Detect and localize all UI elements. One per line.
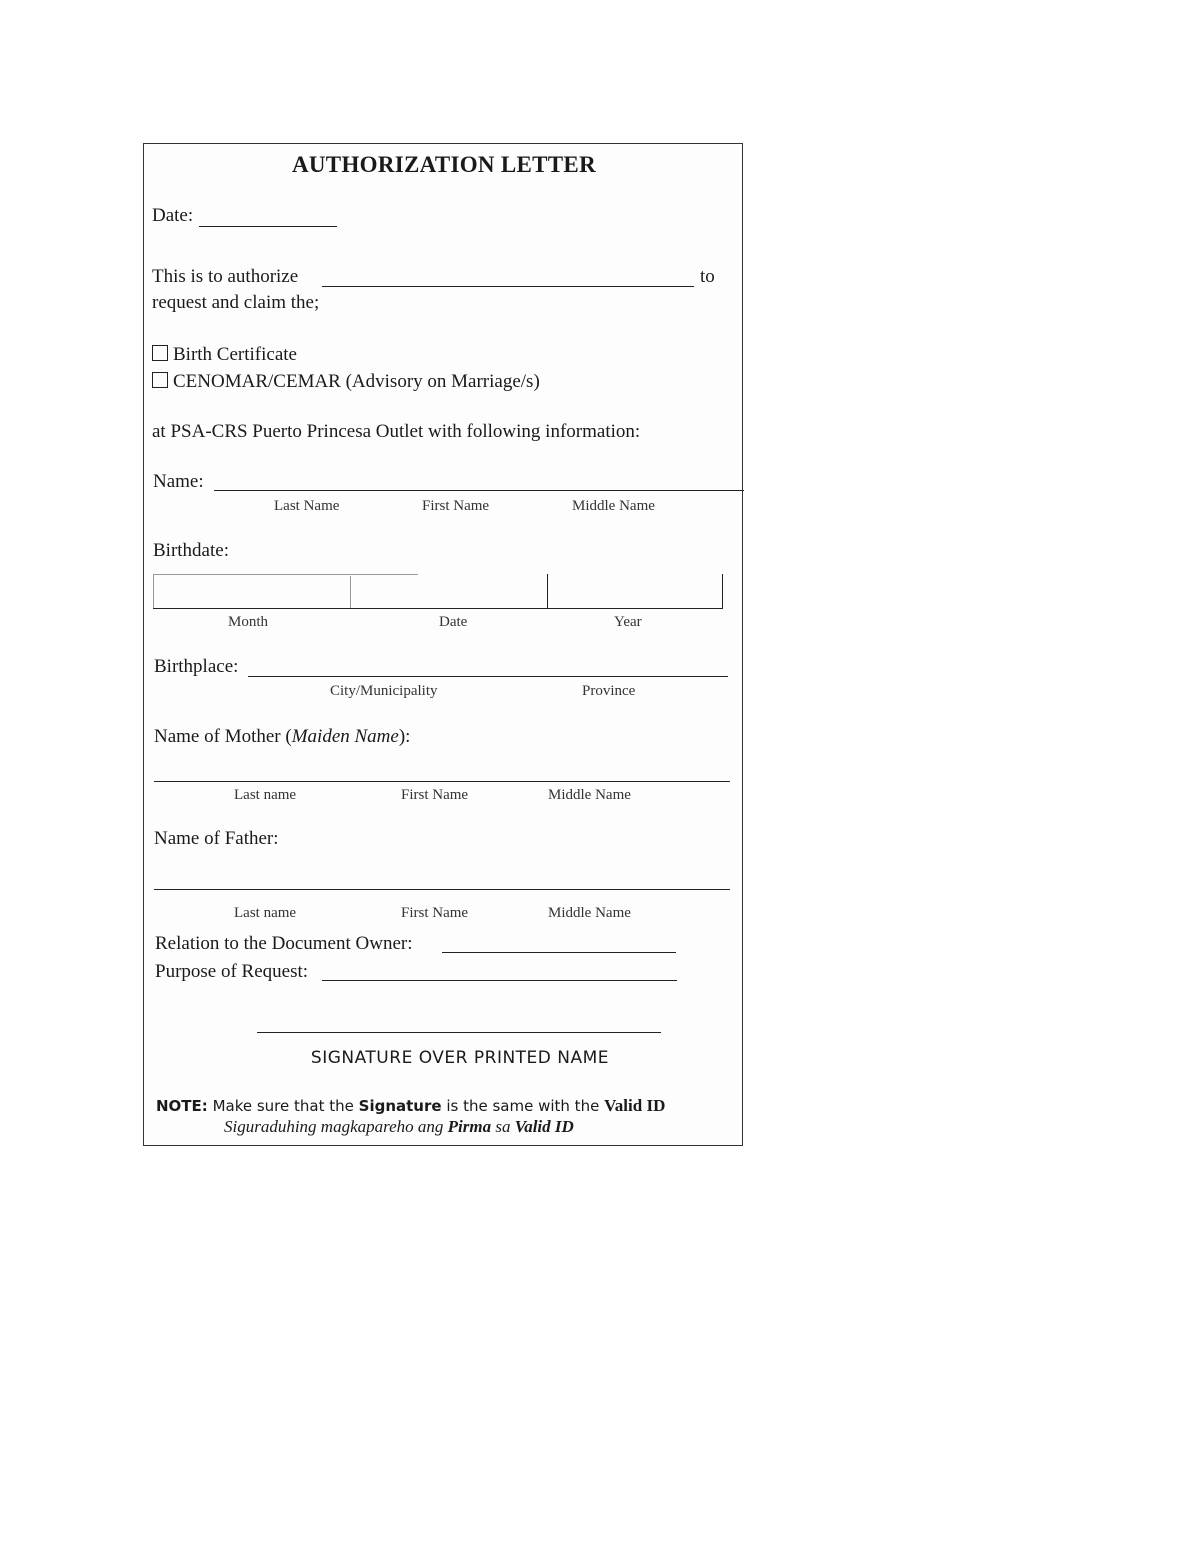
signature-label: SIGNATURE OVER PRINTED NAME	[310, 1048, 610, 1068]
father-label: Name of Father:	[154, 828, 279, 849]
option-birth-certificate	[152, 344, 297, 366]
authorization-letter-form	[143, 143, 743, 1146]
birthplace-city-sublabel: City/Municipality	[330, 683, 438, 699]
father-last-sublabel: Last name	[234, 905, 297, 921]
purpose-label: Purpose of Request:	[155, 961, 309, 982]
birthdate-month-sublabel: Month	[228, 614, 269, 630]
birthdate-date-sublabel: Date	[439, 614, 468, 630]
authorized-person-field[interactable]	[322, 286, 694, 287]
birthplace-field[interactable]	[248, 676, 728, 677]
outlet-text: at PSA-CRS Puerto Princesa Outlet with following information:	[152, 421, 641, 442]
cenomar-checkbox[interactable]	[152, 372, 168, 388]
birthplace-province-sublabel: Province	[582, 683, 636, 699]
birthdate-divider-1	[350, 576, 351, 608]
mother-last-sublabel: Last name	[234, 787, 297, 803]
mother-label: Name of Mother (Maiden Name):	[154, 726, 411, 747]
mother-middle-sublabel: Middle Name	[548, 787, 631, 803]
signature-field[interactable]	[257, 1032, 661, 1033]
birthdate-label: Birthdate:	[153, 540, 229, 561]
father-name-field[interactable]	[154, 889, 730, 890]
name-middle-sublabel: Middle Name	[572, 498, 655, 514]
option-cenomar	[152, 371, 540, 393]
birthdate-left-border	[153, 574, 154, 608]
note-label: NOTE:	[156, 1097, 208, 1115]
birthdate-year-sublabel: Year	[614, 614, 642, 630]
birth-certificate-label: Birth Certificate	[173, 344, 297, 365]
mother-name-field[interactable]	[154, 781, 730, 782]
date-field[interactable]	[199, 226, 337, 227]
birthdate-divider-2	[547, 574, 548, 608]
note-line-2: Siguraduhing magkapareho ang Pirma sa Valid ID	[224, 1117, 574, 1136]
request-text: request and claim the;	[152, 292, 320, 313]
relation-field[interactable]	[442, 952, 676, 953]
date-label: Date:	[152, 205, 194, 226]
name-field[interactable]	[214, 490, 744, 491]
name-label: Name:	[153, 471, 204, 492]
mother-first-sublabel: First Name	[401, 787, 469, 803]
authorize-text: This is to authorize	[152, 266, 299, 287]
father-middle-sublabel: Middle Name	[548, 905, 631, 921]
authorize-to-text: to	[700, 266, 715, 287]
birthplace-label: Birthplace:	[154, 656, 239, 677]
purpose-field[interactable]	[322, 980, 677, 981]
relation-label: Relation to the Document Owner:	[155, 933, 413, 954]
name-last-sublabel: Last Name	[274, 498, 340, 514]
note-line-1: NOTE: Make sure that the Signature is the same with the Valid ID	[156, 1096, 666, 1115]
father-first-sublabel: First Name	[401, 905, 469, 921]
birthdate-right-border	[722, 574, 723, 608]
birthdate-top-border	[153, 574, 418, 575]
cenomar-label: CENOMAR/CEMAR (Advisory on Marriage/s)	[173, 371, 540, 392]
name-first-sublabel: First Name	[422, 498, 490, 514]
birth-certificate-checkbox[interactable]	[152, 345, 168, 361]
birthdate-field[interactable]	[153, 608, 723, 609]
form-title: AUTHORIZATION LETTER	[291, 152, 596, 177]
